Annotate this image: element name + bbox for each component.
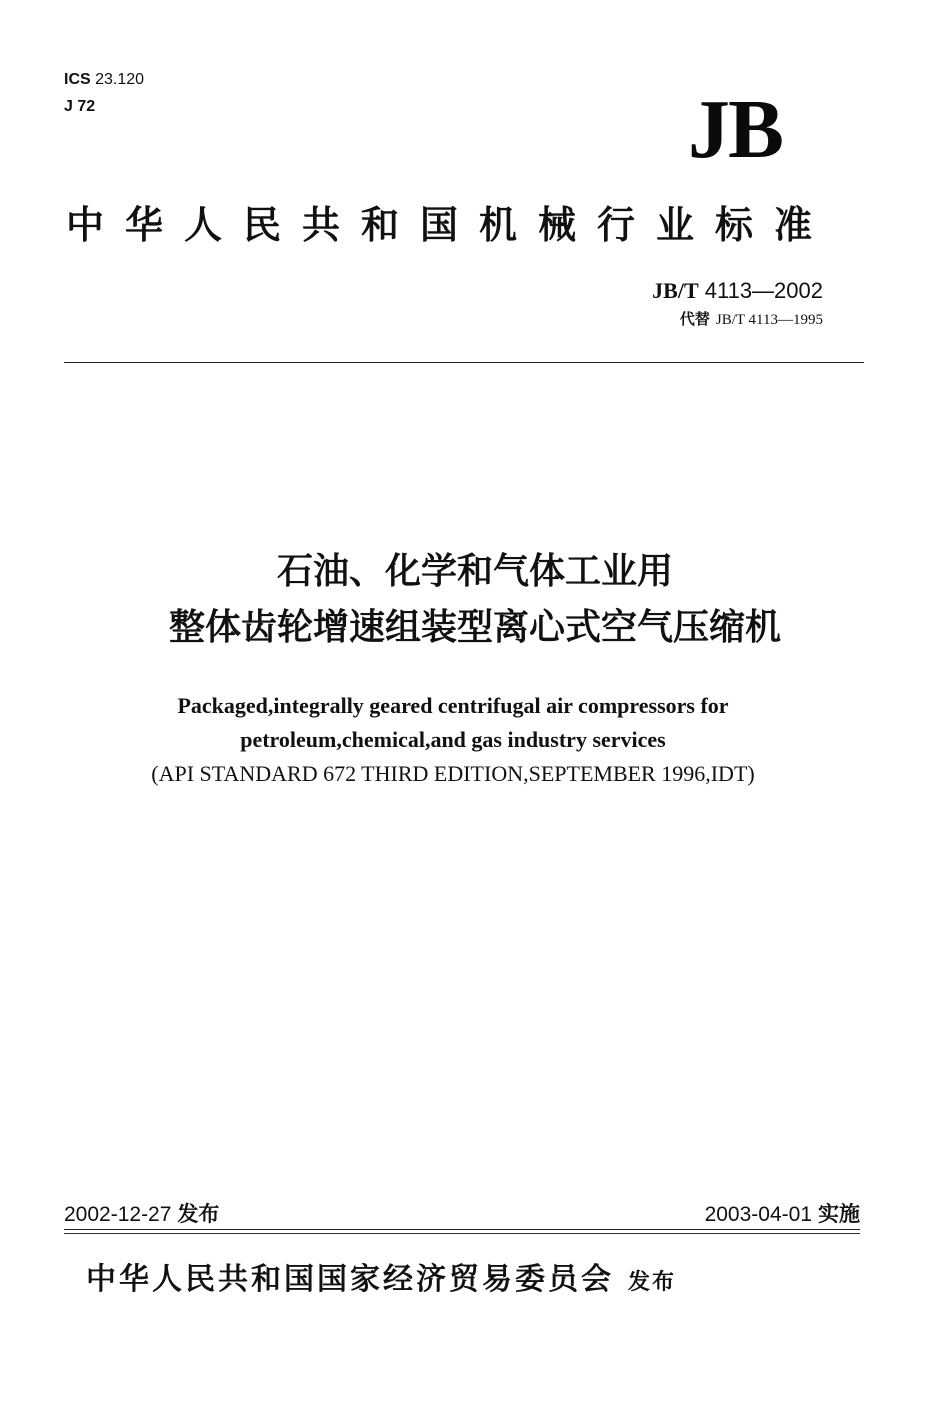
impl-date-value: 2003-04-01 <box>704 1203 812 1226</box>
impl-date-label: 实施 <box>818 1202 860 1226</box>
en-title-line-1: Packaged,integrally geared centrifugal air compressors for <box>177 693 729 718</box>
standard-category-title: 中华人民共和国机械行业标准 <box>66 203 834 247</box>
en-title-line-2: petroleum,chemical,and gas industry services <box>240 727 666 752</box>
ics-code <box>64 70 144 90</box>
en-title-line-3: (API STANDARD 672 THIRD EDITION,SEPTEMBER 1996,IDT) <box>151 761 755 786</box>
replaces-value: JB/T 4113—1995 <box>715 312 823 328</box>
ics-value: 23.120 <box>95 71 145 88</box>
issue-date <box>64 1200 219 1229</box>
standard-number-value: 4113—2002 <box>704 278 823 303</box>
cn-title-line-1: 石油、化学和气体工业用 <box>276 551 673 592</box>
standard-number <box>652 278 823 304</box>
standard-number-prefix: JB/T <box>652 278 699 303</box>
replaces-note <box>680 309 823 330</box>
footer-divider <box>64 1229 860 1230</box>
publisher-name: 中华人民共和国国家经济贸易委员会 <box>86 1262 614 1297</box>
jb-logo: JB <box>688 83 783 176</box>
replaces-label: 代替 <box>679 310 710 328</box>
issue-date-label: 发布 <box>177 1202 220 1226</box>
ics-prefix: ICS <box>64 71 91 88</box>
header-divider <box>64 362 864 363</box>
cn-title-line-2: 整体齿轮增速组装型离心式空气压缩机 <box>168 607 781 648</box>
issue-date-value: 2002-12-27 <box>64 1203 172 1226</box>
implementation-date <box>705 1200 860 1229</box>
publisher-suffix: 发布 <box>628 1270 677 1295</box>
j-code: J 72 <box>64 98 96 115</box>
footer-divider-secondary <box>64 1233 860 1234</box>
publisher <box>86 1258 676 1305</box>
